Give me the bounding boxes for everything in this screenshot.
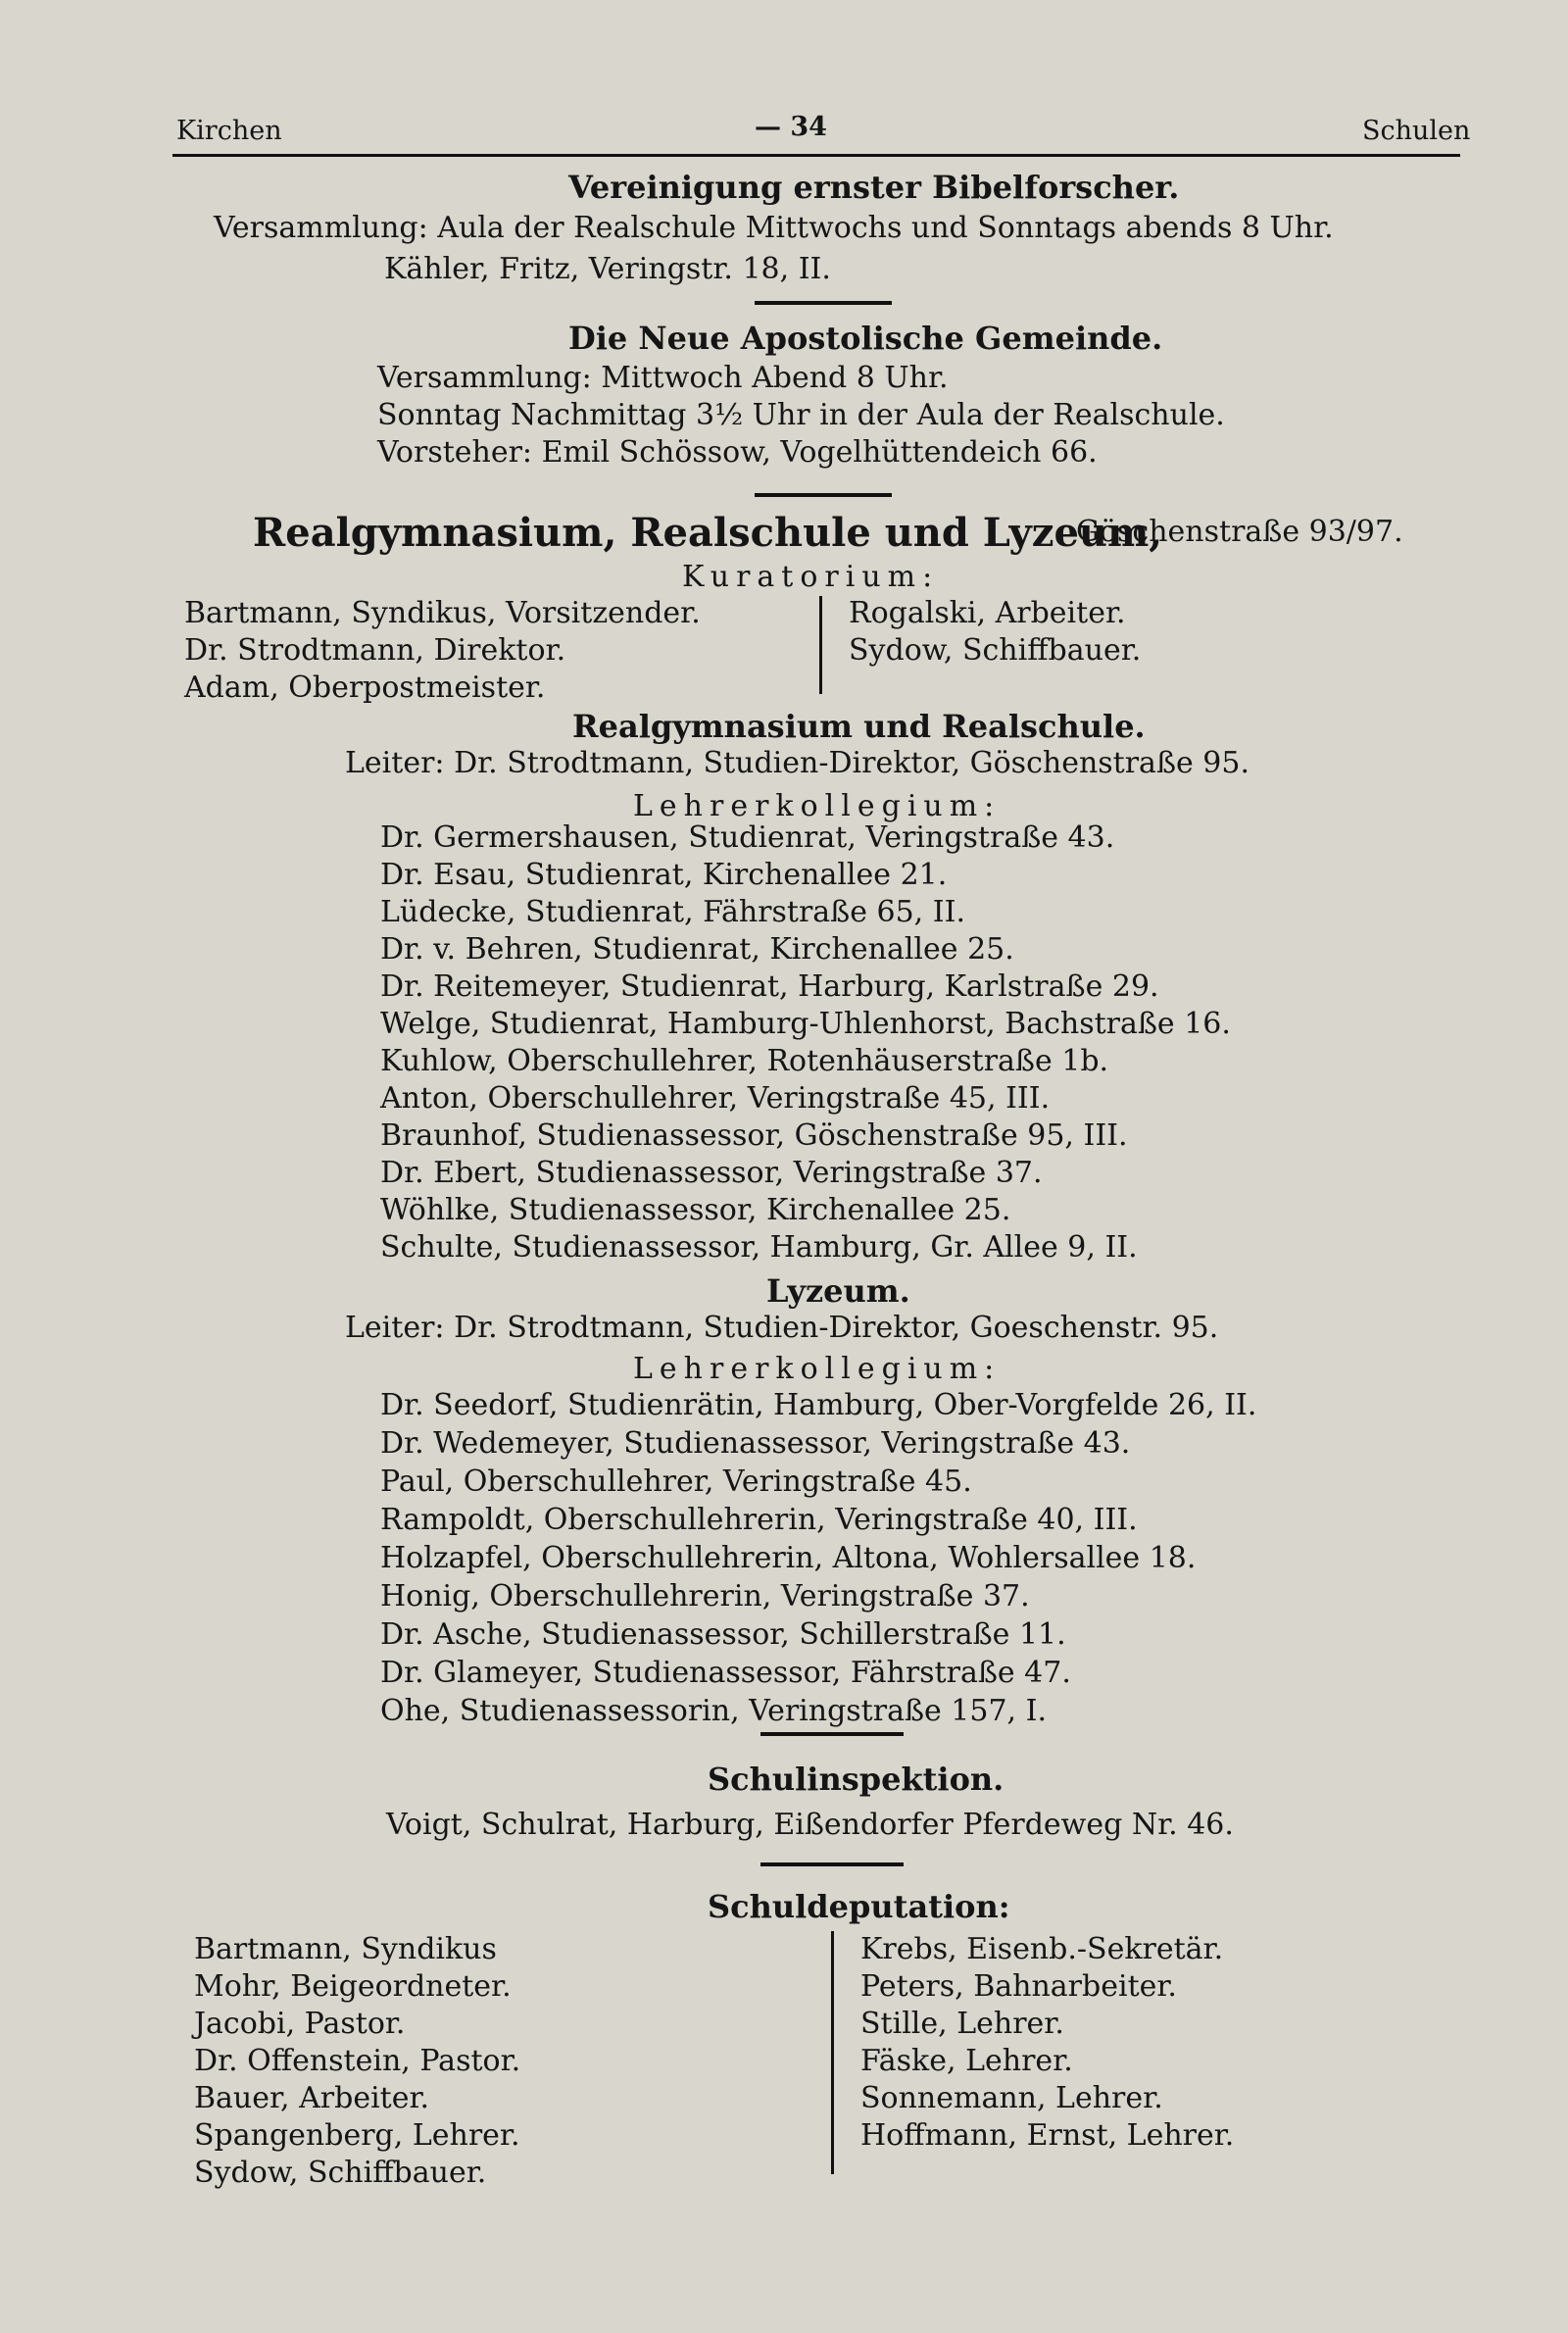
list-item: Dr. Strodtmann, Direktor. xyxy=(184,633,566,668)
section-divider xyxy=(755,301,892,305)
section-title-schulinspektion: Schulinspektion. xyxy=(708,1761,1004,1798)
realgymnasium-teacher-list xyxy=(380,819,1231,1266)
list-item: Jacobi, Pastor. xyxy=(194,2007,406,2041)
section-title-schuldeputation: Schuldeputation: xyxy=(708,1888,1010,1925)
list-item: Dr. v. Behren, Studienrat, Kirchenallee 25. xyxy=(380,932,1014,967)
list-item: Bauer, Arbeiter. xyxy=(194,2081,430,2115)
column-divider xyxy=(831,1931,834,2174)
section-divider xyxy=(760,1862,904,1866)
list-item: Peters, Bahnarbeiter. xyxy=(860,1969,1177,2004)
list-item: Schulte, Studienassessor, Hamburg, Gr. Allee 9, II. xyxy=(380,1230,1138,1265)
apostolisch-line2: Sonntag Nachmittag 3½ Uhr in der Aula der Realschule. xyxy=(377,398,1225,432)
list-item: Bartmann, Syndikus, Vorsitzender. xyxy=(184,596,701,630)
list-item: Mohr, Beigeordneter. xyxy=(194,1969,512,2004)
apostolisch-line3: Vorsteher: Emil Schössow, Vogelhüttendeich 66. xyxy=(377,435,1098,470)
list-item: Dr. Esau, Studienrat, Kirchenallee 21. xyxy=(380,858,948,892)
list-item: Dr. Seedorf, Studienrätin, Hamburg, Ober-Vorgfelde 26, II. xyxy=(380,1388,1257,1422)
section-divider xyxy=(755,493,892,497)
lyzeum-kollegium-heading: Lehrerkollegium: xyxy=(633,1352,1002,1386)
list-item: Rampoldt, Oberschullehrerin, Veringstraße 40, III. xyxy=(380,1503,1138,1537)
list-item: Dr. Wedemeyer, Studienassessor, Veringstraße 43. xyxy=(380,1426,1131,1461)
kuratorium-heading: Kuratorium: xyxy=(682,560,940,594)
bibelforscher-line2: Kähler, Fritz, Veringstr. 18, II. xyxy=(384,252,831,286)
list-item: Sydow, Schiffbauer. xyxy=(194,2156,487,2190)
list-item: Kuhlow, Oberschullehrer, Rotenhäuserstraße 1b. xyxy=(380,1044,1109,1078)
list-item: Welge, Studienrat, Hamburg-Uhlenhorst, Bachstraße 16. xyxy=(380,1007,1231,1041)
bibelforscher-line1: Versammlung: Aula der Realschule Mittwochs und Sonntags abends 8 Uhr. xyxy=(214,211,1334,245)
kuratorium-right-list xyxy=(849,595,1141,670)
list-item: Sonnemann, Lehrer. xyxy=(860,2081,1163,2115)
column-divider xyxy=(819,596,822,694)
list-item: Wöhlke, Studienassessor, Kirchenallee 25. xyxy=(380,1193,1011,1227)
schuldeputation-left-list xyxy=(194,1931,520,2192)
header-right: Schulen xyxy=(1362,116,1471,146)
list-item: Dr. Germershausen, Studienrat, Veringstraße 43. xyxy=(380,820,1115,855)
lyzeum-leiter: Leiter: Dr. Strodtmann, Studien-Direktor, Goeschenstr. 95. xyxy=(345,1311,1219,1345)
section-divider xyxy=(760,1732,904,1736)
page-number: — 34 xyxy=(755,112,827,142)
section-title-bibelforscher: Vereinigung ernster Bibelforscher. xyxy=(568,169,1180,206)
list-item: Stille, Lehrer. xyxy=(860,2007,1064,2041)
section-title-apostolisch: Die Neue Apostolische Gemeinde. xyxy=(568,320,1163,357)
list-item: Fäske, Lehrer. xyxy=(860,2044,1073,2078)
realgymnasium-leiter: Leiter: Dr. Strodtmann, Studien-Direktor, Göschenstraße 95. xyxy=(345,746,1250,780)
list-item: Holzapfel, Oberschullehrerin, Altona, Wohlersallee 18. xyxy=(380,1541,1197,1575)
list-item: Krebs, Eisenb.-Sekretär. xyxy=(860,1932,1224,1966)
list-item: Sydow, Schiffbauer. xyxy=(849,633,1142,668)
school-title: Realgymnasium, Realschule und Lyzeum, xyxy=(253,510,1163,556)
list-item: Paul, Oberschullehrer, Veringstraße 45. xyxy=(380,1464,972,1499)
list-item: Rogalski, Arbeiter. xyxy=(849,596,1126,630)
section-title-realgymnasium: Realgymnasium und Realschule. xyxy=(572,708,1146,745)
section-title-lyzeum: Lyzeum. xyxy=(766,1272,910,1310)
list-item: Dr. Glameyer, Studienassessor, Fährstraße 47. xyxy=(380,1656,1071,1690)
lyzeum-teacher-list xyxy=(380,1386,1256,1730)
list-item: Anton, Oberschullehrer, Veringstraße 45, III. xyxy=(380,1081,1051,1116)
list-item: Lüdecke, Studienrat, Fährstraße 65, II. xyxy=(380,895,965,929)
list-item: Honig, Oberschullehrerin, Veringstraße 37. xyxy=(380,1579,1030,1613)
list-item: Adam, Oberpostmeister. xyxy=(184,670,546,705)
list-item: Dr. Asche, Studienassessor, Schillerstraße 11. xyxy=(380,1617,1066,1652)
kuratorium-left-list xyxy=(184,595,701,707)
schulinspektion-line: Voigt, Schulrat, Harburg, Eißendorfer Pferdeweg Nr. 46. xyxy=(386,1808,1234,1842)
list-item: Ohe, Studienassessorin, Veringstraße 157, I. xyxy=(380,1694,1048,1728)
school-address: Göschenstraße 93/97. xyxy=(1076,515,1403,549)
list-item: Dr. Offenstein, Pastor. xyxy=(194,2044,521,2078)
realgymnasium-kollegium-heading: Lehrerkollegium: xyxy=(633,789,1002,823)
list-item: Bartmann, Syndikus xyxy=(194,1932,497,1966)
list-item: Dr. Ebert, Studienassessor, Veringstraße 37. xyxy=(380,1156,1043,1190)
list-item: Hoffmann, Ernst, Lehrer. xyxy=(860,2118,1235,2153)
header-rule xyxy=(172,154,1460,157)
schuldeputation-right-list xyxy=(860,1931,1234,2155)
list-item: Dr. Reitemeyer, Studienrat, Harburg, Karlstraße 29. xyxy=(380,969,1159,1004)
list-item: Braunhof, Studienassessor, Göschenstraße 95, III. xyxy=(380,1118,1128,1153)
header-left: Kirchen xyxy=(176,116,282,146)
list-item: Spangenberg, Lehrer. xyxy=(194,2118,520,2153)
apostolisch-line1: Versammlung: Mittwoch Abend 8 Uhr. xyxy=(377,361,949,395)
